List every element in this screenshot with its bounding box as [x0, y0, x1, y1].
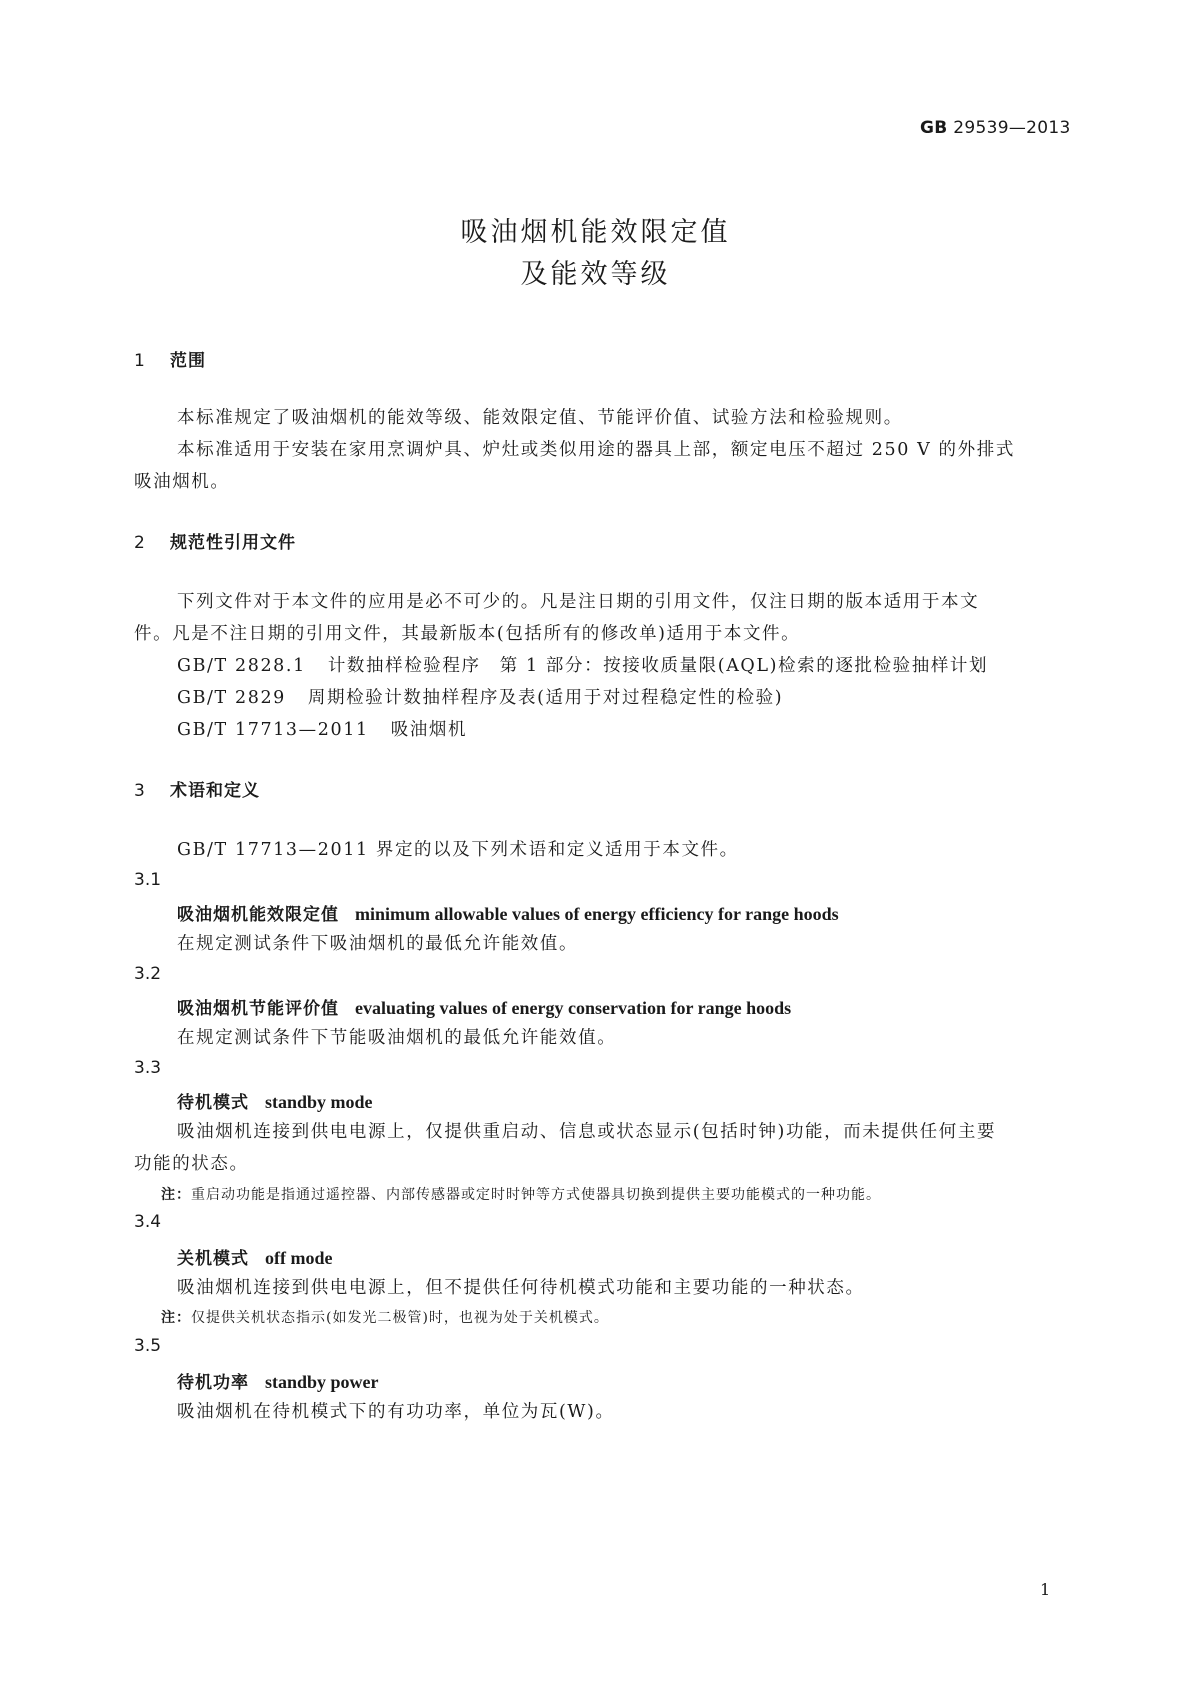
term-definition: 吸油烟机在待机模式下的有功功率，单位为瓦(W)。 — [177, 1402, 615, 1422]
standard-code: 29539—2013 — [953, 118, 1071, 138]
term-heading — [177, 1368, 379, 1393]
clause-number: 3.5 — [134, 1336, 162, 1356]
reference-item — [177, 652, 988, 677]
document-title-line1: 吸油烟机能效限定值 — [460, 217, 731, 248]
standard-number — [920, 118, 1071, 138]
term-chinese: 待机模式 — [177, 1093, 249, 1113]
term-heading — [177, 994, 791, 1019]
section-2-paragraph-line-2: 件。凡是不注日期的引用文件，其最新版本(包括所有的修改单)适用于本文件。 — [134, 624, 801, 644]
reference-code: GB/T 2829 — [177, 688, 286, 708]
term-chinese: 吸油烟机节能评价值 — [177, 999, 339, 1019]
reference-item — [177, 684, 783, 709]
section-title: 术语和定义 — [170, 781, 260, 801]
section-1-heading — [134, 346, 206, 371]
term-chinese: 关机模式 — [177, 1249, 249, 1269]
section-1-paragraph-2-line-1: 本标准适用于安装在家用烹调炉具、炉灶或类似用途的器具上部，额定电压不超过 250 V 的外排式 — [177, 440, 1015, 460]
reference-title: 周期检验计数抽样程序及表(适用于对过程稳定性的检验) — [307, 688, 784, 708]
section-1-paragraph-2-line-2: 吸油烟机。 — [134, 472, 230, 492]
term-heading — [177, 900, 839, 925]
note-label: 注： — [161, 1310, 191, 1326]
section-number: 3 — [134, 781, 146, 801]
note-text: 重启动功能是指通过遥控器、内部传感器或定时时钟等方式使器具切换到提供主要功能模式的一种功能。 — [191, 1187, 881, 1203]
clause-number: 3.2 — [134, 964, 162, 984]
section-3-intro: GB/T 17713—2011 界定的以及下列术语和定义适用于本文件。 — [177, 840, 739, 860]
section-number: 2 — [134, 533, 146, 553]
page-number: 1 — [1040, 1580, 1051, 1599]
section-2-heading — [134, 528, 296, 553]
term-english: evaluating values of energy conservation for range hoods — [355, 998, 792, 1018]
standard-prefix: GB — [920, 118, 948, 138]
term-definition: 在规定测试条件下吸油烟机的最低允许能效值。 — [177, 934, 579, 954]
term-definition-line-1: 吸油烟机连接到供电电源上，仅提供重启动、信息或状态显示(包括时钟)功能，而未提供任何主要 — [177, 1122, 997, 1142]
term-definition-line-2: 功能的状态。 — [134, 1154, 249, 1174]
term-note — [161, 1184, 881, 1204]
term-english: standby mode — [265, 1092, 373, 1112]
section-3-heading — [134, 776, 260, 801]
clause-number: 3.1 — [134, 870, 162, 890]
reference-title: 计数抽样检验程序 第 1 部分：按接收质量限(AQL)检索的逐批检验抽样计划 — [327, 656, 989, 676]
reference-item — [177, 716, 467, 741]
term-chinese: 待机功率 — [177, 1373, 249, 1393]
term-definition: 吸油烟机连接到供电电源上，但不提供任何待机模式功能和主要功能的一种状态。 — [177, 1278, 865, 1298]
term-definition: 在规定测试条件下节能吸油烟机的最低允许能效值。 — [177, 1028, 617, 1048]
section-title: 规范性引用文件 — [170, 533, 296, 553]
term-english: off mode — [265, 1248, 333, 1268]
reference-title: 吸油烟机 — [390, 720, 468, 740]
reference-code: GB/T 2828.1 — [177, 656, 306, 676]
document-title-line2: 及能效等级 — [520, 259, 671, 290]
term-heading — [177, 1088, 373, 1113]
section-title: 范围 — [170, 351, 206, 371]
section-1-paragraph-1: 本标准规定了吸油烟机的能效等级、能效限定值、节能评价值、试验方法和检验规则。 — [177, 408, 903, 428]
term-note — [161, 1307, 609, 1327]
section-number: 1 — [134, 351, 146, 371]
term-english: standby power — [265, 1372, 379, 1392]
clause-number: 3.3 — [134, 1058, 162, 1078]
term-english: minimum allowable values of energy efficiency for range hoods — [355, 904, 839, 924]
clause-number: 3.4 — [134, 1212, 162, 1232]
section-2-paragraph-line-1: 下列文件对于本文件的应用是必不可少的。凡是注日期的引用文件，仅注日期的版本适用于本文 — [177, 592, 980, 612]
note-label: 注： — [161, 1187, 191, 1203]
term-chinese: 吸油烟机能效限定值 — [177, 905, 339, 925]
term-heading — [177, 1244, 332, 1269]
reference-code: GB/T 17713—2011 — [177, 720, 369, 740]
note-text: 仅提供关机状态指示(如发光二极管)时，也视为处于关机模式。 — [191, 1310, 609, 1326]
